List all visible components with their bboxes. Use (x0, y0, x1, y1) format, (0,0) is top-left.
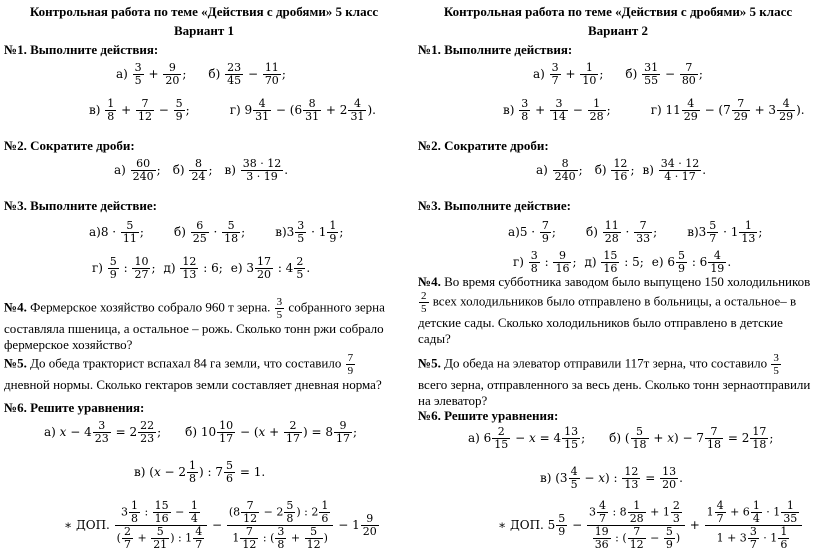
variant-2-column (418, 0, 816, 558)
task-1-row-1: а) $\frac{3}{5}$ + $\frac{9}{20}$ ; б) $\frac{23}{45}$ − $\frac{11}{70}$ ; (116, 61, 286, 87)
task-5: №5. До обеда на элеватор отправили 117т зерна, что составило $\frac{3}{5}$ всего зерна, отправленного за весь день. Сколько тонн зернаотправили на элеватор? (418, 352, 811, 408)
title-line-2: Вариант 2 (587, 23, 649, 38)
task-1-row-2: в) $\frac{1}{8}$ + $\frac{7}{12}$ − $\frac{5}{9}$ ; г) 9 $\frac{4}{31}$ − (6 $\frac{8}{31}$ + 2 $\frac{4}{31}$ ). (89, 97, 376, 123)
task-5-text-b: дневной нормы. Сколько гектаров земли составляет дневная норма? (4, 377, 382, 392)
task-2-row: а) $\frac{60}{240}$ ; б) $\frac{8}{24}$ ; в) $\frac{38 \cdot 12}{3 \cdot 19}$ . (114, 157, 289, 183)
task-2-heading: №2. Сократите дроби: (418, 138, 549, 153)
task-4-text-b: всех холодильников было отправлено в больницы, а остальное– в детские сады. Сколько холодильников было отправлено в детские сады? (418, 293, 797, 346)
task-1-heading: №1. Выполните действия: (418, 42, 573, 57)
task-4-number: №4. (4, 299, 27, 315)
task-6-row-2: в) (x − 2 $\frac{1}{8}$ ) : 7 $\frac{5}{6}$ = 1. (134, 459, 266, 485)
bonus-label: ∗ ДОП. (498, 518, 544, 532)
task-4-number: №4. (418, 274, 441, 289)
task-6-row-1: а) 6 $\frac{2}{15}$ − x = 4 $\frac{13}{15}$ ; б) ( $\frac{5}{18}$ + x) − 7 $\frac{7}{18}$ = 2 $\frac{17}{18}$ ; (468, 425, 774, 451)
task-2-row: а) $\frac{8}{240}$ ; б) $\frac{12}{16}$ ; в) $\frac{34 \cdot 12}{4 \cdot 17}$ . (536, 157, 707, 183)
bonus-task: ∗ ДОП. 5 $\frac{5}{9}$ − 3 $\frac{4}{7}$ : 8 $\frac{1}{28}$ + 1 $\frac{2}{3}$ $\frac{19}{36}$ : ( $\frac{7}{12}$ − $\frac{5}{9}$ ) + 1 $\frac{4}{7}$ + 6 $\frac{1}{4}$ · 1 $\frac{1}{35}$ 1 + 3 $\frac{3}{7}$ · 1 $\frac{1}{6}$ (498, 500, 803, 551)
task-4: №4. Во время субботника заводом было выпущено 150 холодильников $\frac{2}{5}$ всех холодильников было отправлено в больницы, а остальное– в детские сады. Сколько холодильников было отправлено в детские сады? (418, 274, 811, 346)
task-6-row-1: а) x − 4 $\frac{3}{23}$ = 2 $\frac{22}{23}$ ; б) 10 $\frac{10}{17}$ − (x + $\frac{2}{17}$ ) = 8 $\frac{9}{17}$ ; (44, 419, 358, 445)
task-5-number: №5. (4, 355, 27, 371)
task-1-row-1: а) $\frac{3}{7}$ + $\frac{1}{10}$ ; б) $\frac{31}{55}$ − $\frac{7}{80}$ ; (533, 61, 703, 87)
task-2-heading: №2. Сократите дроби: (4, 138, 135, 153)
task-3-heading: №3. Выполните действие: (418, 198, 571, 213)
task-3-heading: №3. Выполните действие: (4, 198, 157, 213)
task-4-text-a: Во время субботника заводом было выпущено 150 холодильников (440, 274, 811, 289)
task-1-row-2: в) $\frac{3}{8}$ + $\frac{3}{14}$ − $\frac{1}{28}$ ; г) 11 $\frac{4}{29}$ − (7 $\frac{7}{29}$ + 3 $\frac{4}{29}$ ). (503, 97, 805, 123)
task-5-text-a: До обеда на элеватор отправили 117т зерна, что составило (440, 355, 771, 371)
title-line-1: Контрольная работа по теме «Действия с дробями» 5 класс (29, 4, 379, 19)
title-line-2: Вариант 1 (173, 23, 235, 38)
task-5-number: №5. (418, 355, 441, 371)
task-5-text-b: всего зерна, отправленного за весь день. Сколько тонн зернаотправили на элеватор? (418, 377, 811, 408)
task-4-text-a: Фермерское хозяйство собрало 960 т зерна. (26, 299, 274, 315)
task-3-row-2: г) $\frac{3}{8}$ : $\frac{9}{16}$ ; д) $\frac{15}{16}$ : 5; е) 6 $\frac{5}{9}$ : 6 $\frac{4}{19}$ . (513, 249, 732, 275)
bonus-task: ∗ ДОП. 3 $\frac{1}{8}$ : $\frac{15}{16}$ − $\frac{1}{4}$ ( $\frac{2}{7}$ + $\frac{5}{21}$ ) : 1 $\frac{4}{7}$ − (8 $\frac{7}{12}$ − 2 $\frac{5}{8}$ ) : 2 $\frac{1}{6}$ 1 $\frac{7}{12}$ : ( $\frac{3}{8}$ + $\frac{5}{12}$ ) − 1 $\frac{9}{20}$ (64, 499, 377, 551)
variant-1-column (4, 0, 404, 558)
bonus-label: ∗ ДОП. (64, 518, 110, 532)
task-5-text-a: До обеда тракторист вспахал 84 га земли, что составило (26, 355, 345, 371)
task-6-row-2: в) (3 $\frac{4}{5}$ − x) : $\frac{12}{13}$ = $\frac{13}{20}$ . (540, 465, 683, 491)
task-3-row-1: а)8 · $\frac{5}{11}$ ; б) $\frac{6}{25}$ · $\frac{5}{18}$ ; в)3 $\frac{3}{5}$ · 1 $\frac{1}{9}$ ; (89, 219, 344, 245)
task-6-heading: №6. Решите уравнения: (418, 408, 559, 423)
task-1-heading: №1. Выполните действия: (4, 42, 159, 57)
task-5: №5. До обеда тракторист вспахал 84 га земли, что составило $\frac{7}{9}$ дневной нормы. Сколько гектаров земли составляет дневная норма? (4, 352, 382, 392)
title-line-1: Контрольная работа по теме «Действия с дробями» 5 класс (443, 4, 793, 19)
task-3-row-2: г) $\frac{5}{9}$ : $\frac{10}{27}$ ; д) $\frac{12}{13}$ : 6; е) 3 $\frac{17}{20}$ : 4 $\frac{2}{5}$ . (92, 255, 311, 281)
task-4-text-b: собранного зерна составляла пшеница, а остальное – рожь. Сколько тонн ржи собрало фермерское хозяйство? (4, 299, 385, 352)
task-3-row-1: а)5 · $\frac{7}{9}$ ; б) $\frac{11}{28}$ · $\frac{7}{33}$ ; в)3 $\frac{5}{7}$ · 1 $\frac{1}{13}$ ; (508, 219, 763, 245)
task-6-heading: №6. Решите уравнения: (4, 400, 145, 415)
task-4: №4. Фермерское хозяйство собрало 960 т зерна. $\frac{3}{5}$ собранного зерна составляла пшеница, а остальное – рожь. Сколько тонн ржи собрало фермерское хозяйство? (4, 296, 385, 352)
